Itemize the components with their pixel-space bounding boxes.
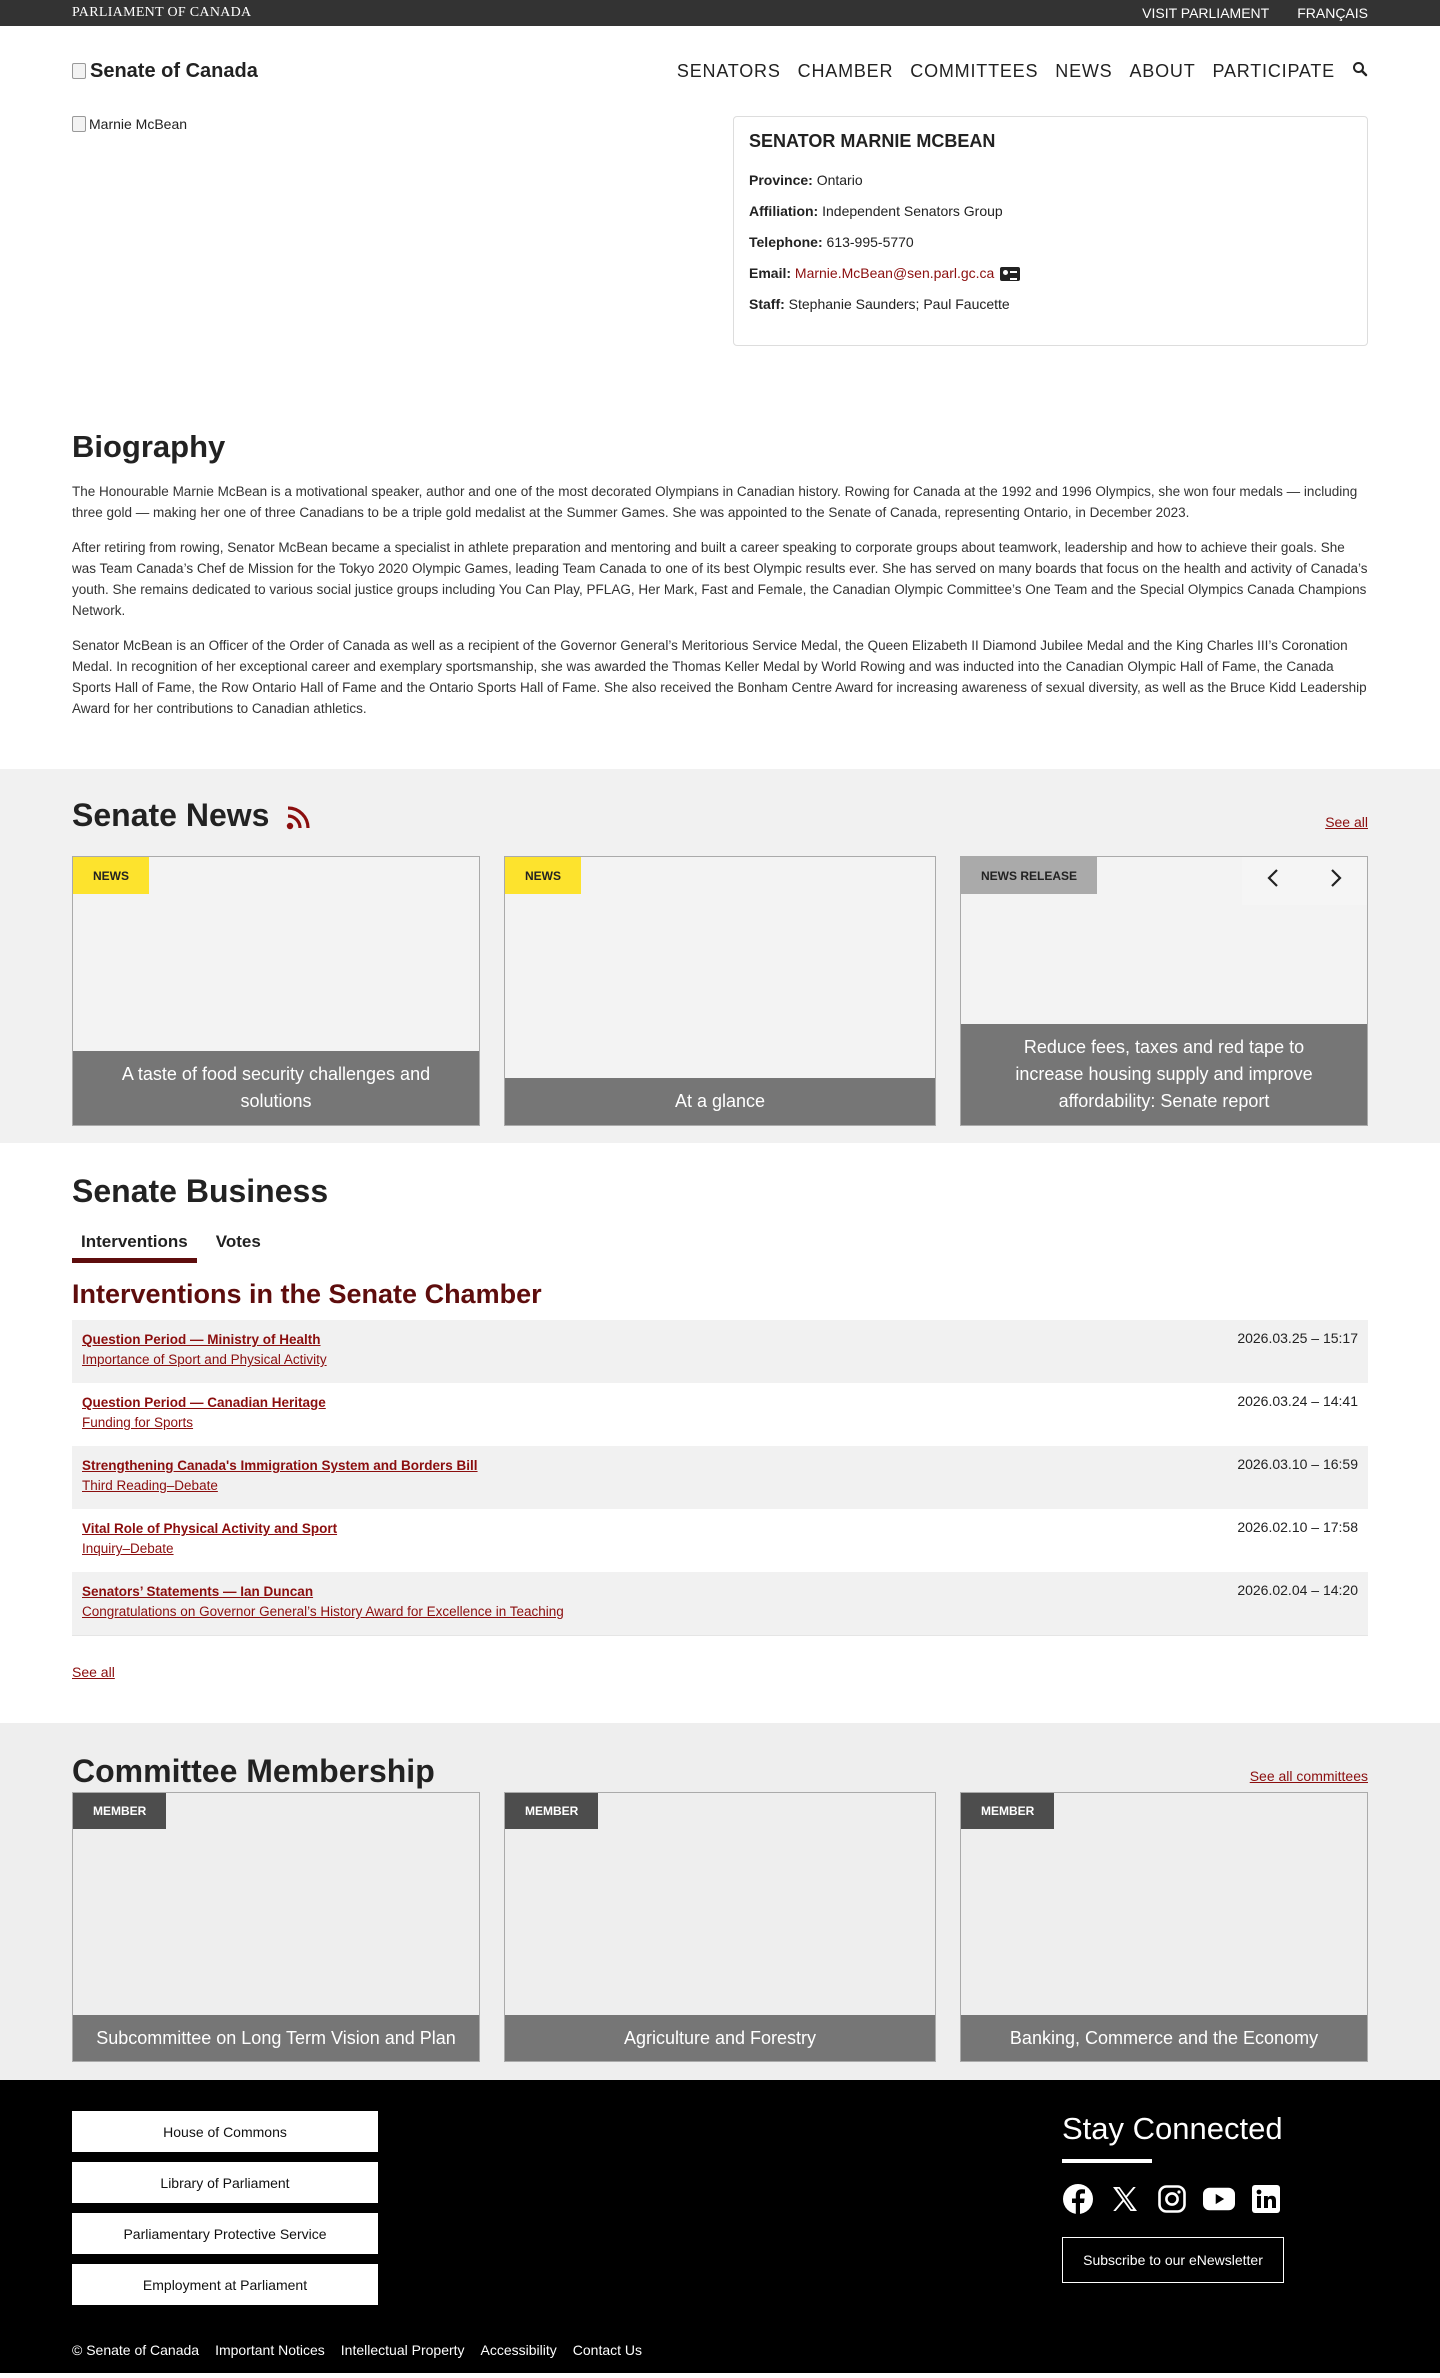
committees-see-all-link[interactable]: See all committees (1249, 1768, 1368, 1784)
news-caption: A taste of food security challenges and solutions (73, 1051, 479, 1125)
intervention-sub-link[interactable]: Importance of Sport and Physical Activity (82, 1352, 327, 1367)
linkedin-icon[interactable] (1250, 2183, 1282, 2215)
nav-participate[interactable]: PARTICIPATE (1212, 60, 1335, 81)
news-badge: NEWS (505, 857, 581, 894)
news-title-wrap (72, 769, 313, 834)
language-toggle-link[interactable]: FRANÇAIS (1297, 5, 1368, 21)
member-badge: MEMBER (73, 1793, 166, 1829)
senator-profile (0, 116, 1440, 416)
news-card[interactable] (960, 856, 1368, 1126)
biography-section (0, 416, 1440, 769)
province-value: Ontario (816, 172, 863, 188)
intervention-date: 2026.03.10 – 16:59 (1237, 1456, 1358, 1472)
telephone-row (749, 234, 1352, 250)
intervention-sub-link[interactable]: Inquiry–Debate (82, 1541, 174, 1556)
staff-row (749, 296, 1352, 312)
committee-membership-section (0, 1723, 1440, 2080)
stay-connected (1062, 2111, 1284, 2283)
copyright-text: © Senate of Canada (72, 2342, 200, 2358)
contact-us-link[interactable]: Contact Us (572, 2342, 643, 2358)
youtube-icon[interactable] (1203, 2183, 1235, 2215)
intervention-date: 2026.03.25 – 15:17 (1237, 1330, 1358, 1346)
intervention-date: 2026.02.10 – 17:58 (1237, 1519, 1358, 1535)
footer-links (72, 2111, 378, 2305)
interventions-see-all-link[interactable]: See all (72, 1664, 115, 1680)
province-row (749, 172, 1352, 188)
intervention-title-link[interactable]: Question Period — Canadian Heritage (82, 1395, 326, 1410)
intervention-row (72, 1572, 1368, 1635)
main-nav (677, 61, 1368, 82)
intervention-row (72, 1446, 1368, 1509)
tab-interventions[interactable]: Interventions (72, 1228, 197, 1263)
bio-paragraph: The Honourable Marnie McBean is a motivational speaker, author and one of the most decorated Olympians in Canadian history. Rowing for Canada at the 1992 and 1996 Olympics, she won four medals — including three gold — making her one of three Canadians to be a triple gold medalist at the Summer Games. She was appointed to the Senate of Canada, representing Ontario, in December 2023. (72, 484, 1358, 520)
nav-committees[interactable]: COMMITTEES (910, 60, 1039, 81)
intervention-title-link[interactable]: Strengthening Canada's Immigration System and Borders Bill (82, 1458, 478, 1473)
logo-alt-text: Senate of Canada (90, 59, 258, 82)
x-icon[interactable] (1109, 2183, 1141, 2215)
senator-photo (72, 116, 187, 132)
photo-image-icon (72, 116, 86, 132)
vcard-icon[interactable] (1000, 267, 1020, 281)
carousel-controls (1242, 857, 1367, 905)
news-badge: NEWS (73, 857, 149, 894)
member-badge: MEMBER (961, 1793, 1054, 1829)
nav-senators[interactable]: SENATORS (676, 60, 781, 81)
nav-news[interactable]: NEWS (1055, 60, 1113, 81)
parliament-brand[interactable]: PARLIAMENT OF CANADA (72, 5, 252, 20)
affiliation-label: Affiliation: (749, 203, 819, 219)
committee-card[interactable] (504, 1792, 936, 2062)
intervention-title-link[interactable]: Vital Role of Physical Activity and Sport (82, 1521, 338, 1536)
news-card[interactable] (504, 856, 936, 1126)
committee-card[interactable] (72, 1792, 480, 2062)
interventions-subtitle: Interventions in the Senate Chamber (72, 1279, 542, 1309)
nav-about[interactable]: ABOUT (1129, 60, 1196, 81)
news-see-all-link[interactable]: See all (1325, 814, 1368, 830)
business-title: Senate Business (72, 1173, 329, 1209)
footer-link-employment[interactable]: Employment at Parliament (72, 2264, 378, 2305)
interventions-list (72, 1320, 1368, 1636)
intervention-sub-link[interactable]: Third Reading–Debate (82, 1478, 218, 1493)
senate-news-section (0, 769, 1440, 1143)
intervention-row (72, 1320, 1368, 1383)
senate-business-section (0, 1143, 1440, 1723)
staff-label: Staff: (749, 296, 785, 313)
news-card[interactable] (72, 856, 480, 1126)
senator-name: SENATOR MARNIE MCBEAN (749, 131, 996, 151)
telephone-label: Telephone: (749, 234, 823, 250)
intervention-date: 2026.02.04 – 14:20 (1237, 1582, 1358, 1598)
news-badge: NEWS RELEASE (961, 857, 1097, 894)
business-tabs (72, 1228, 1368, 1263)
news-caption: Reduce fees, taxes and red tape to increase housing supply and improve affordability: Senate report (961, 1024, 1367, 1125)
instagram-icon[interactable] (1156, 2183, 1188, 2215)
tab-votes[interactable]: Votes (215, 1232, 261, 1251)
search-icon[interactable] (1352, 61, 1368, 82)
committee-title: Committee Membership (72, 1753, 435, 1789)
intervention-sub-link[interactable]: Congratulations on Governor General’s History Award for Excellence in Teaching (82, 1604, 564, 1619)
senator-info-card (733, 116, 1368, 346)
logo-image-icon (72, 63, 86, 79)
biography-title: Biography (72, 429, 226, 464)
affiliation-value: Independent Senators Group (822, 203, 1003, 219)
intervention-row (72, 1509, 1368, 1572)
accessibility-link[interactable]: Accessibility (480, 2342, 557, 2358)
site-header (0, 26, 1440, 116)
stay-connected-title: Stay Connected (1062, 2111, 1283, 2146)
intervention-title-link[interactable]: Question Period — Ministry of Health (82, 1332, 321, 1347)
committee-caption: Agriculture and Forestry (505, 2015, 935, 2061)
subscribe-button[interactable]: Subscribe to our eNewsletter (1062, 2237, 1284, 2283)
committee-caption: Banking, Commerce and the Economy (961, 2015, 1367, 2061)
email-row (749, 265, 1352, 281)
intervention-date: 2026.03.24 – 14:41 (1237, 1393, 1358, 1409)
bio-paragraph: After retiring from rowing, Senator McBean became a specialist in athlete preparation and mentoring and built a career speaking to corporate groups about teamwork, leadership and how to achieve their goals. She was Team Canada’s Chef de Mission for the Tokyo 2020 Olympic Games, leading Team Canada to one of its best Olympic results ever. She has served on many boards that focus on the health and activity of Canada’s youth. She remains dedicated to various social justice groups including You Can Play, PFLAG, Her Mark, Fast and Female, the Canadian Olympic Committee’s One Team and the Special Olympics Canada Champions Network. (72, 540, 1368, 618)
footer-bottom-links (72, 2342, 642, 2358)
intervention-sub-link[interactable]: Funding for Sports (82, 1415, 194, 1430)
staff-value: Stephanie Saunders; Paul Faucette (788, 296, 1010, 313)
news-caption: At a glance (505, 1078, 935, 1125)
social-links (1062, 2183, 1284, 2215)
committee-card[interactable] (960, 1792, 1368, 2062)
top-bar (0, 0, 1440, 26)
footer-link-library[interactable]: Library of Parliament (72, 2162, 378, 2203)
province-label: Province: (749, 172, 813, 188)
bio-paragraph: Senator McBean is an Officer of the Order of Canada as well as a recipient of the Governor General’s Meritorious Service Medal, the Queen Elizabeth II Diamond Jubilee Medal and the King Charles III’s Coronation Medal. In recognition of her exceptional career and exemplary sportsmanship, she was awarded the Thomas Keller Medal by World Rowing and was inducted into the Canadian Olympic Hall of Fame, the Canada Sports Hall of Fame, the Row Ontario Hall of Fame and the Ontario Sports Hall of Fame. She also received the Bonham Centre Award for increasing awareness of sexual diversity, as well as the Bruce Kidd Leadership Award for her contributions to Canadian athletics. (72, 638, 1367, 716)
photo-alt-text: Marnie McBean (89, 116, 188, 132)
news-title: Senate News (72, 797, 270, 833)
affiliation-row (749, 203, 1352, 219)
title-underline (1062, 2159, 1152, 2163)
intervention-row (72, 1383, 1368, 1446)
member-badge: MEMBER (505, 1793, 598, 1829)
email-link[interactable]: Marnie.McBean@sen.parl.gc.ca (794, 265, 995, 281)
intellectual-property-link[interactable]: Intellectual Property (340, 2342, 465, 2358)
telephone-value: 613-995-5770 (826, 234, 914, 250)
intervention-title-link[interactable]: Senators’ Statements — Ian Duncan (82, 1584, 314, 1599)
important-notices-link[interactable]: Important Notices (215, 2342, 325, 2358)
senate-logo[interactable] (72, 60, 258, 83)
chevron-right-icon[interactable] (1329, 868, 1343, 894)
visit-parliament-link[interactable]: VISIT PARLIAMENT (1142, 5, 1270, 21)
footer-link-protective-service[interactable]: Parliamentary Protective Service (72, 2213, 378, 2254)
committee-caption: Subcommittee on Long Term Vision and Plan (73, 2015, 479, 2061)
rss-icon[interactable] (285, 802, 313, 830)
facebook-icon[interactable] (1062, 2183, 1094, 2215)
footer-link-house-of-commons[interactable]: House of Commons (72, 2111, 378, 2152)
nav-chamber[interactable]: CHAMBER (797, 60, 894, 81)
site-footer (0, 2080, 1440, 2373)
chevron-left-icon[interactable] (1266, 868, 1280, 894)
email-label: Email: (749, 265, 792, 281)
